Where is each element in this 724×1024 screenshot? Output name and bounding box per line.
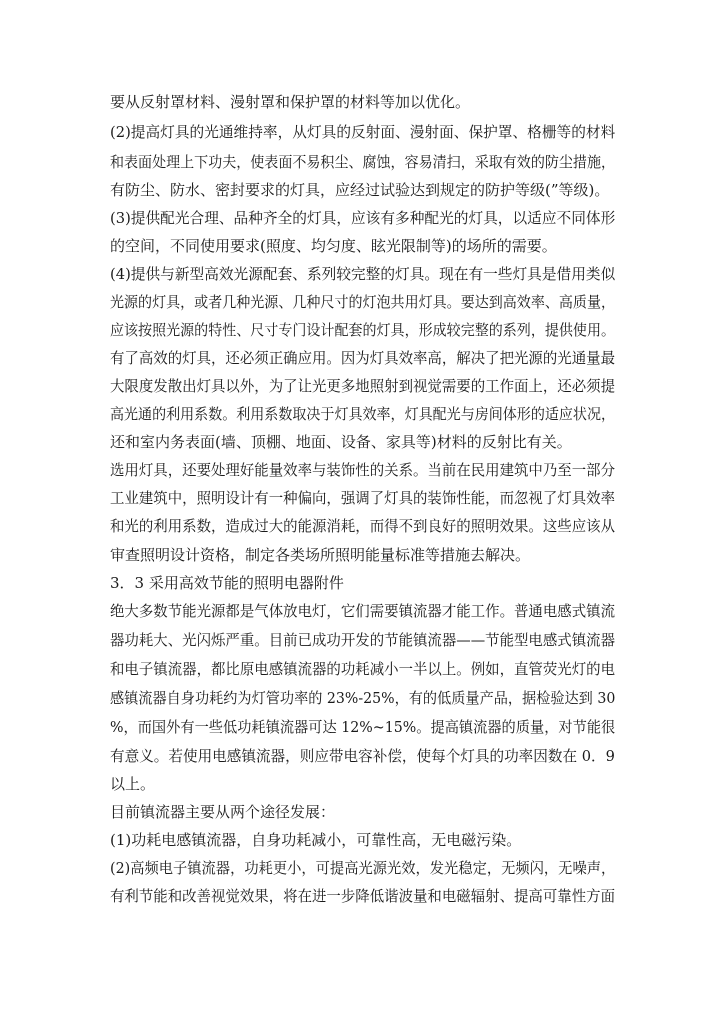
text-line: (2)提高灯具的光通维持率，从灯具的反射面、漫射面、保护罩、格栅等的材料	[110, 123, 616, 141]
text-line: (2)高频电子镇流器，功耗更小，可提高光源光效，发光稳定，无频闪，无噪声，	[110, 859, 616, 877]
text-line: 大限度发散出灯具以外，为了让光更多地照射到视觉需要的工作面上，还必须提	[110, 377, 616, 395]
text-line: 的空间，不同使用要求(照度、均匀度、眩光限制等)的场所的需要。	[110, 237, 557, 255]
text-line: (4)提供与新型高效光源配套、系列较完整的灯具。现在有一些灯具是借用类似	[110, 265, 616, 283]
text-line: 有了高效的灯具，还必须正确应用。因为灯具效率高，解决了把光源的光通量最	[110, 349, 616, 367]
text-line: 高光通的利用系数。利用系数取决于灯具效率，灯具配光与房间体形的适应状况，	[110, 405, 616, 423]
text-line: 选用灯具，还要处理好能量效率与装饰性的关系。当前在民用建筑中乃至一部分	[110, 461, 616, 479]
text-line: 应该按照光源的特性、尺寸专门设计配套的灯具，形成较完整的系列，提供使用。	[110, 321, 616, 339]
text-line: 光源的灯具，或者几种光源、几种尺寸的灯泡共用灯具。要达到高效率、高质量，	[110, 293, 616, 311]
text-line: 有利节能和改善视觉效果，将在进一步降低谐波量和电磁辐射、提高可靠性方面	[110, 887, 616, 905]
text-line: 和表面处理上下功夫，使表面不易积尘、腐蚀，容易清扫，采取有效的防尘措施，	[110, 153, 616, 171]
text-line: 以上。	[110, 775, 156, 793]
section-heading: 3．3 采用高效节能的照明电器附件	[110, 574, 344, 592]
text-line: (3)提供配光合理、品种齐全的灯具，应该有多种配光的灯具，以适应不同体形	[110, 209, 616, 227]
text-line: 目前镇流器主要从两个途径发展：	[110, 803, 336, 821]
text-line: 审查照明设计资格，制定各类场所照明能量标准等措施去解决。	[110, 546, 531, 564]
text-line: 绝大多数节能光源都是气体放电灯，它们需要镇流器才能工作。普通电感式镇流	[110, 602, 616, 620]
text-line: 有意义。若使用电感镇流器，则应带电容补偿，使每个灯具的功率因数在 0．9	[110, 747, 615, 765]
text-line: %，而国外有一些低功耗镇流器可达 12%~15%。提高镇流器的质量，对节能很	[110, 718, 616, 736]
text-line: 工业建筑中，照明设计有一种偏向，强调了灯具的装饰性能，而忽视了灯具效率	[110, 489, 616, 507]
text-line: 和光的利用系数，造成过大的能源消耗，而得不到良好的照明效果。这些应该从	[110, 517, 616, 535]
text-line: 感镇流器自身功耗约为灯管功率的 23%-25%，有的低质量产品，据检验达到 30	[110, 689, 616, 707]
text-line: 还和室内务表面(墙、顶棚、地面、设备、家具等)材料的反射比有关。	[110, 433, 572, 451]
text-line: 器功耗大、光闪烁严重。目前已成功开发的节能镇流器——节能型电感式镇流器	[110, 631, 616, 649]
text-line: 和电子镇流器，都比原电感镇流器的功耗减小一半以上。例如，直管荧光灯的电	[110, 660, 616, 678]
text-line: 有防尘、防水、密封要求的灯具，应经过试验达到规定的防护等级(”等级)。	[110, 181, 610, 199]
text-line: (1)功耗电感镇流器，自身功耗减小，可靠性高，无电磁污染。	[110, 831, 522, 849]
text-line: 要从反射罩材料、漫射罩和保护罩的材料等加以优化。	[110, 93, 471, 111]
